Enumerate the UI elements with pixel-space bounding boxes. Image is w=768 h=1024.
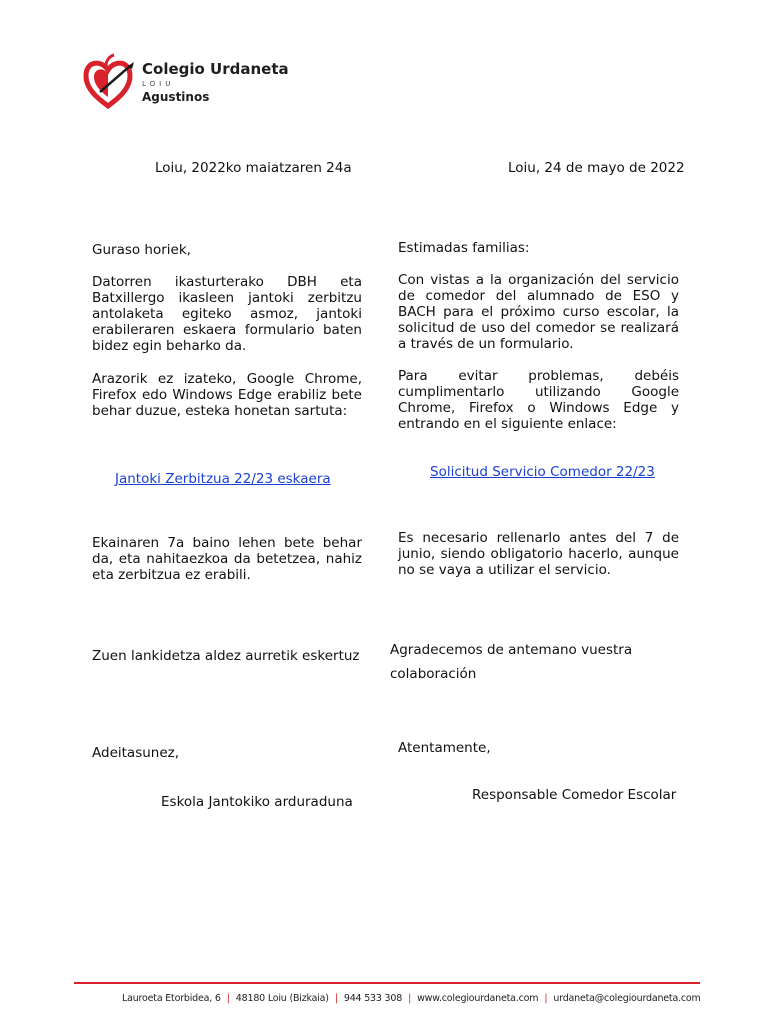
thanks-basque: Zuen lankidetza aldez aurretik eskertuz	[92, 648, 360, 664]
closing-spanish: Atentamente,	[398, 740, 491, 756]
paragraph3-basque: Ekainaren 7a baino lehen bete behar da, eta nahitaezkoa da betetzea, nahiz eta zerbitzua ez erabili.	[92, 535, 362, 583]
footer-address: Lauroeta Etorbidea, 6	[122, 993, 221, 1004]
footer-separator: |	[334, 993, 338, 1004]
footer-separator: |	[226, 993, 230, 1004]
paragraph1-spanish: Con vistas a la organización del servicio de comedor del alumnado de ESO y BACH para el próximo curso escolar, la solicitud de uso del comedor se realizará a través de un formulario.	[398, 272, 679, 352]
school-order: Agustinos	[142, 90, 210, 104]
footer-postal: 48180 Loiu (Bizkaia)	[235, 993, 329, 1004]
greeting-spanish: Estimadas familias:	[398, 240, 530, 256]
footer-separator: |	[408, 993, 412, 1004]
footer-website[interactable]: www.colegiourdaneta.com	[417, 993, 539, 1004]
signature-basque: Eskola Jantokiko arduraduna	[161, 794, 353, 810]
greeting-basque: Guraso horiek,	[92, 242, 191, 258]
school-logo-text	[142, 62, 289, 103]
meal-service-link-spanish[interactable]: Solicitud Servicio Comedor 22/23	[430, 464, 655, 480]
thanks-spanish-line2: colaboración	[390, 666, 477, 682]
school-name: Colegio Urdaneta	[142, 60, 289, 78]
paragraph2-spanish: Para evitar problemas, debéis cumplimentarlo utilizando Google Chrome, Firefox o Windows Edge y entrando en el siguiente enlace:	[398, 368, 679, 432]
date-basque: Loiu, 2022ko maiatzaren 24a	[155, 160, 352, 176]
school-location: LOIU	[142, 80, 175, 88]
closing-basque: Adeitasunez,	[92, 745, 180, 761]
meal-service-link-basque[interactable]: Jantoki Zerbitzua 22/23 eskaera	[115, 471, 331, 487]
paragraph2-basque: Arazorik ez izateko, Google Chrome, Firefox edo Windows Edge erabiliz bete behar duzue, esteka honetan sartuta:	[92, 371, 362, 419]
date-spanish: Loiu, 24 de mayo de 2022	[508, 160, 685, 176]
footer-divider	[74, 982, 700, 984]
school-logo-icon	[80, 52, 136, 112]
footer-phone: 944 533 308	[343, 993, 403, 1004]
paragraph3-spanish: Es necesario rellenarlo antes del 7 de junio, siendo obligatorio hacerlo, aunque no se vaya a utilizar el servicio.	[398, 530, 679, 578]
signature-spanish: Responsable Comedor Escolar	[472, 787, 677, 803]
footer-separator: |	[544, 993, 548, 1004]
footer-email[interactable]: urdaneta@colegiourdaneta.com	[553, 993, 701, 1004]
footer	[122, 993, 701, 1004]
thanks-spanish-line1: Agradecemos de antemano vuestra	[390, 642, 633, 658]
paragraph1-basque: Datorren ikasturterako DBH eta Batxillergo ikasleen jantoki zerbitzu antolaketa egiteko asmoz, jantoki erabileraren eskaera formulario baten bidez egin beharko da.	[92, 274, 362, 354]
